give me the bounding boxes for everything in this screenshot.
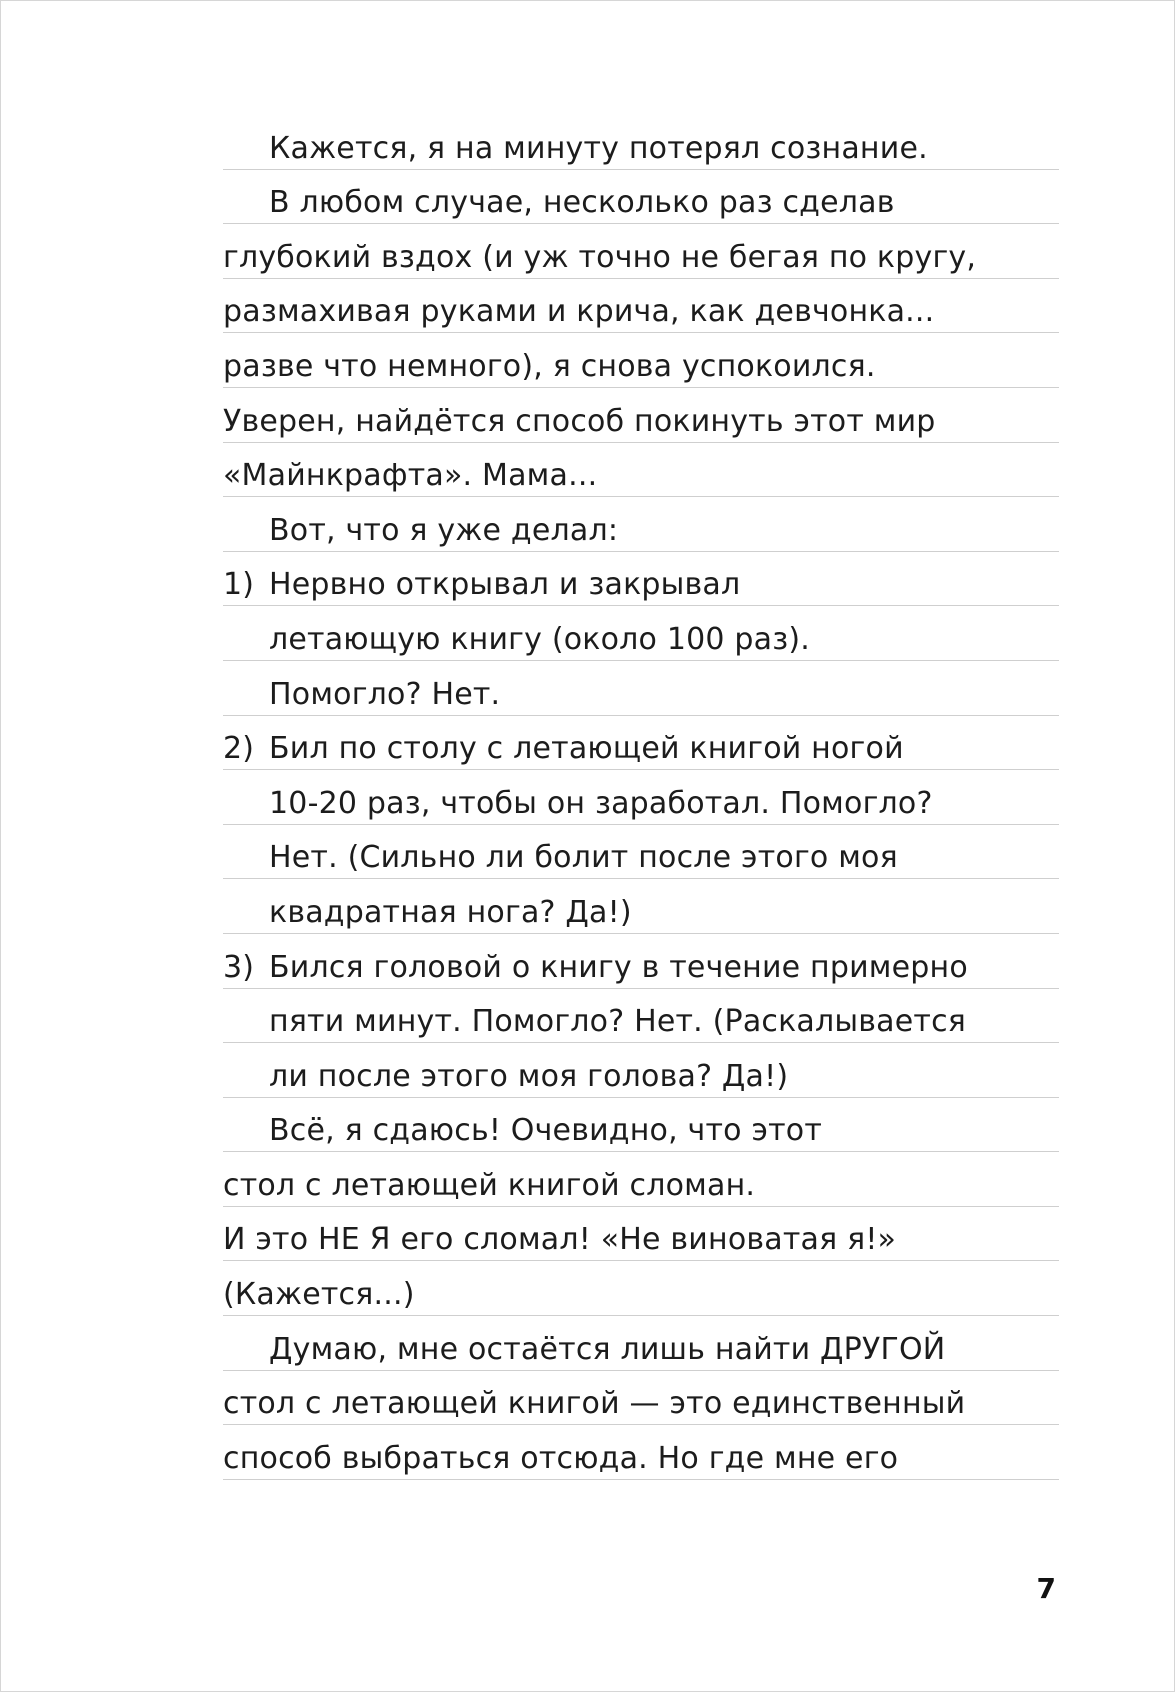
line-text: способ выбраться отсюда. Но где мне его xyxy=(223,1440,899,1476)
line-text: «Майнкрафта». Мама... xyxy=(223,458,598,494)
text-line xyxy=(223,1261,1059,1316)
text-line xyxy=(223,1207,1059,1262)
text-line xyxy=(223,1152,1059,1207)
text-line xyxy=(223,1316,1059,1371)
line-text: Помогло? Нет. xyxy=(269,676,501,712)
line-text: Бил по столу с летающей книгой ногой xyxy=(269,731,904,767)
text-line xyxy=(223,825,1059,880)
text-line xyxy=(223,170,1059,225)
list-number: 3) xyxy=(223,949,255,985)
line-text: (Кажется...) xyxy=(223,1277,415,1313)
line-text: Кажется, я на минуту потерял сознание. xyxy=(269,130,928,166)
text-line xyxy=(223,1371,1059,1426)
line-text: летающую книгу (около 100 раз). xyxy=(269,621,811,657)
text-line xyxy=(223,224,1059,279)
line-text: И это НЕ Я его сломал! «Не виноватая я!» xyxy=(223,1222,897,1258)
text-line xyxy=(223,115,1059,170)
line-text: пяти минут. Помогло? Нет. (Раскалывается xyxy=(269,1004,967,1040)
line-text: ли после этого моя голова? Да!) xyxy=(269,1058,789,1094)
text-line xyxy=(223,279,1059,334)
line-text: глубокий вздох (и уж точно не бегая по кругу, xyxy=(223,239,977,275)
list-item-line xyxy=(223,552,1059,607)
line-text: стол с летающей книгой — это единственный xyxy=(223,1386,966,1422)
line-text: Думаю, мне остаётся лишь найти ДРУГОЙ xyxy=(269,1331,946,1367)
lined-text-block xyxy=(223,115,1059,1480)
list-number: 1) xyxy=(223,567,255,603)
line-text: В любом случае, несколько раз сделав xyxy=(269,185,895,221)
text-line xyxy=(223,879,1059,934)
line-text: стол с летающей книгой сломан. xyxy=(223,1167,756,1203)
line-text: Вот, что я уже делал: xyxy=(269,512,619,548)
text-line xyxy=(223,770,1059,825)
line-text: Уверен, найдётся способ покинуть этот мир xyxy=(223,403,936,439)
line-text: разве что немного), я снова успокоился. xyxy=(223,348,876,384)
list-item-line xyxy=(223,716,1059,771)
page-number: 7 xyxy=(1036,1572,1056,1605)
line-text: 10-20 раз, чтобы он заработал. Помогло? xyxy=(269,785,933,821)
line-text: Нервно открывал и закрывал xyxy=(269,567,741,603)
text-line xyxy=(223,443,1059,498)
line-text: квадратная нога? Да!) xyxy=(269,894,632,930)
text-line xyxy=(223,388,1059,443)
text-line xyxy=(223,1043,1059,1098)
list-item-line xyxy=(223,934,1059,989)
line-text: Бился головой о книгу в течение примерно xyxy=(269,949,968,985)
text-line xyxy=(223,1425,1059,1480)
line-text: размахивая руками и крича, как девчонка... xyxy=(223,294,935,330)
text-line xyxy=(223,1098,1059,1153)
text-line xyxy=(223,333,1059,388)
list-number: 2) xyxy=(223,731,255,767)
text-line xyxy=(223,606,1059,661)
text-line xyxy=(223,497,1059,552)
line-text: Нет. (Сильно ли болит после этого моя xyxy=(269,840,898,876)
text-line xyxy=(223,989,1059,1044)
text-line xyxy=(223,661,1059,716)
line-text: Всё, я сдаюсь! Очевидно, что этот xyxy=(269,1113,823,1149)
